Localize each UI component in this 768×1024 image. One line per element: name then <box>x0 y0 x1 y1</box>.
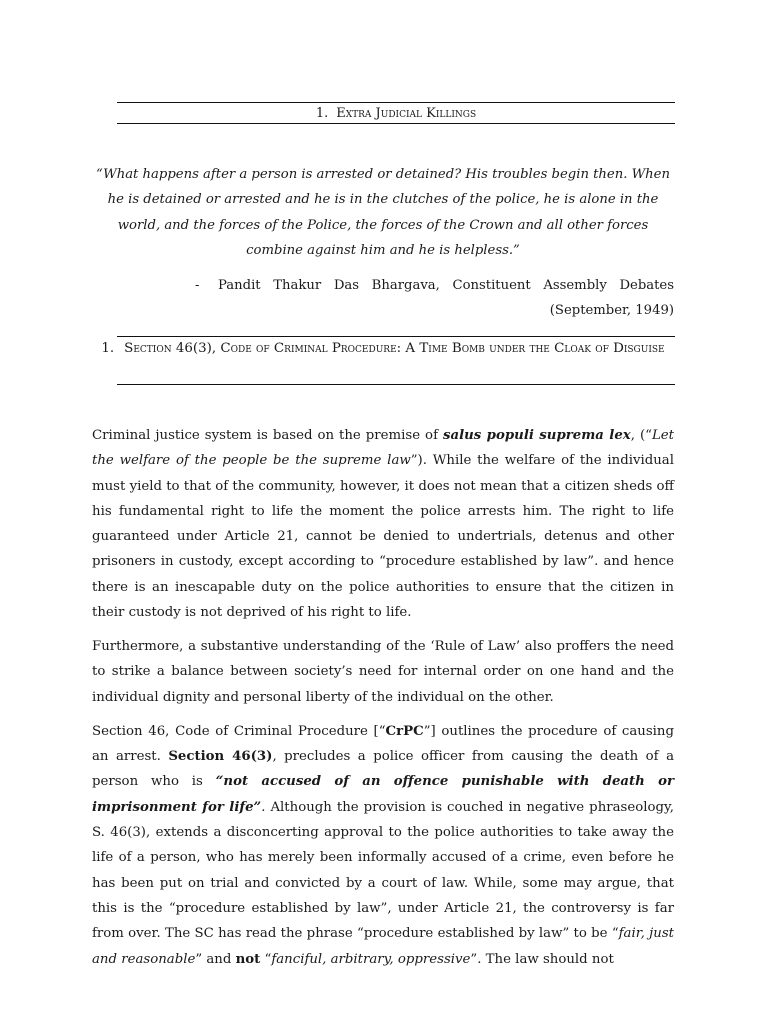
fanciful-arbitrary-oppressive: fanciful, arbitrary, oppressive <box>271 951 471 967</box>
crpc-abbrev: CrPC <box>385 723 424 739</box>
maxim-translation: Let the welfare of the people be the supreme law <box>92 428 674 469</box>
p3-text-a: Section 46, Code of Criminal Procedure [“ <box>92 723 386 739</box>
fair-just-reasonable: fair, just and reasonable <box>92 926 674 967</box>
p3-text-i: ” and <box>195 951 236 967</box>
chapter-heading <box>117 104 675 124</box>
heading-top-rule <box>117 102 675 103</box>
p3-text-e: , precludes a police officer from causing the death of a person who is <box>92 749 674 790</box>
statutory-phrase: “not accused of an offence punishable with death or imprisonment for life” <box>92 774 674 815</box>
p1-text-e: ”). While the welfare of the individual must yield to that of the community, however, it does not mean that a citizen sheds off his fundamental right to life the moment the police arrests him. The right to life guaranteed under Article 21, cannot be denied to undertrials, detenus and other prisoners in custody, except according to “procedure established by law”. and hence there is an inescapable duty on the police authorities to ensure that the citizen in their custody is not deprived of his right to life. <box>92 453 674 621</box>
p3-text-k: “ <box>260 951 272 967</box>
p3-text-c: ”] outlines the procedure of causing an arrest. <box>92 723 675 765</box>
not-emphasis: not <box>235 951 261 967</box>
section-heading <box>92 336 674 361</box>
body-text <box>92 423 674 981</box>
heading-bottom-rule <box>117 123 675 124</box>
attribution-text: Pandit Thakur Das Bhargava, Constituent Assembly Debates (September, 1949) <box>218 278 674 319</box>
paragraph-1 <box>92 423 674 625</box>
attribution-dash: - <box>195 278 200 293</box>
chapter-title: Extra Judicial Killings <box>336 106 477 121</box>
p1-text-a: Criminal justice system is based on the premise of <box>92 428 443 443</box>
section-46-3-ref: Section 46(3) <box>168 749 273 765</box>
latin-maxim: salus populi suprema lex <box>442 428 631 443</box>
epigraph-quote: “What happens after a person is arrested or detained? His troubles begin then. When he is detained or arrested and he is in the clutches of the police, he is alone in the world, and the forces of the Police, the forces of the Crown and all other forces combine against him and he is helpless.” <box>96 167 670 258</box>
p3-text-g: . Although the provision is couched in negative phraseology, S. 46(3), extends a disconcerting approval to the police authorities to take away the life of a person, who has merely been informally accused of a crime, even before he has been put on trial and convicted by a court of law. While, some may argue, that this is the “procedure established by law”, under Article 21, the controversy is far from over. The SC has read the phrase “procedure established by law” to be “ <box>92 799 674 942</box>
section-title: Section 46(3), Code of Criminal Procedure: A Time Bomb under the Cloak of Disguise <box>124 341 665 356</box>
paragraph-3 <box>92 719 674 972</box>
p3-text-m: ”. The law should not <box>470 951 614 967</box>
p1-text-c: , (“ <box>630 428 652 443</box>
chapter-number: 1. <box>315 106 329 121</box>
section-number: 1. <box>101 341 115 356</box>
epigraph-attribution <box>190 273 674 324</box>
paragraph-2: Furthermore, a substantive understanding of the ‘Rule of Law’ also proffers the need to strike a balance between society’s need for internal order on one hand and the individual dignity and personal liberty of the individual on the other. <box>92 639 674 705</box>
section-bottom-rule <box>117 384 675 385</box>
